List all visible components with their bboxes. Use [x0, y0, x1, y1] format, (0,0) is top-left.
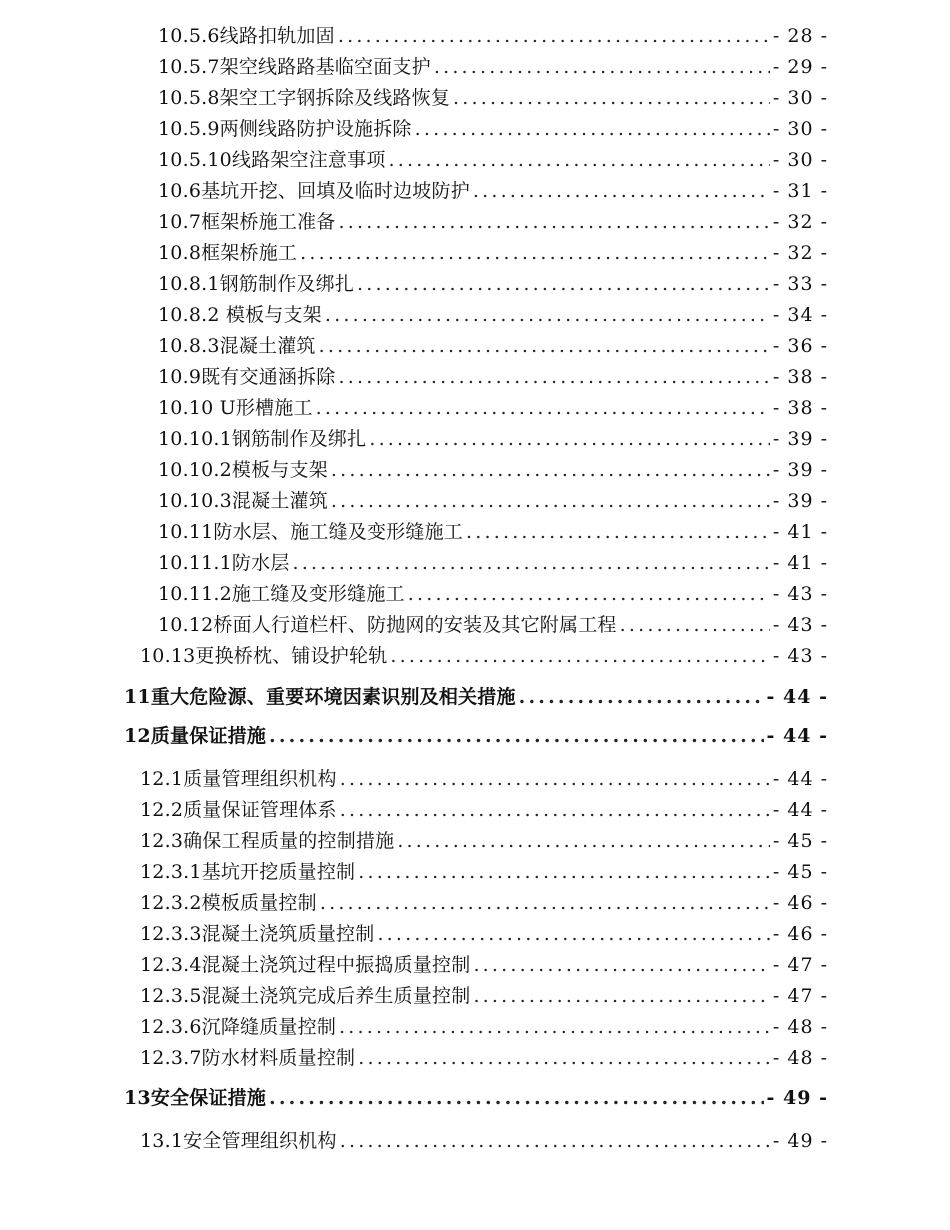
- toc-dot-leader: [369, 425, 770, 453]
- toc-dot-leader: [358, 1044, 770, 1072]
- toc-entry-title: 10.5.10线路架空注意事项: [158, 149, 386, 171]
- toc-entry[interactable]: [158, 301, 828, 329]
- toc-entry-title: 10.13更换桥枕、铺设护轮轨: [140, 645, 388, 667]
- toc-entry[interactable]: [158, 208, 828, 236]
- toc-entry-page: - 39 -: [772, 459, 828, 481]
- toc-dot-leader: [358, 858, 770, 886]
- toc-entry[interactable]: [158, 53, 828, 81]
- toc-entry-title: 10.11.1防水层: [158, 552, 290, 574]
- toc-entry-page: - 45 -: [772, 861, 828, 883]
- toc-entry-page: - 30 -: [772, 118, 828, 140]
- toc-entry[interactable]: [158, 84, 828, 112]
- toc-entry[interactable]: [140, 982, 828, 1010]
- toc-entry-title: 12.3.3混凝土浇筑质量控制: [140, 923, 375, 945]
- toc-dot-leader: [377, 920, 769, 948]
- toc-entry-title: 10.10.2模板与支架: [158, 459, 328, 481]
- toc-dot-leader: [473, 982, 769, 1010]
- toc-dot-leader: [339, 1013, 770, 1041]
- toc-entry-page: - 33 -: [772, 273, 828, 295]
- toc-entry-page: - 28 -: [772, 25, 828, 47]
- toc-entry-title: 10.11防水层、施工缝及变形缝施工: [158, 521, 463, 543]
- toc-entry-title: 12.3.2模板质量控制: [140, 892, 317, 914]
- toc-dot-leader: [466, 518, 770, 546]
- toc-entry[interactable]: [158, 177, 828, 205]
- toc-entry-page: - 30 -: [772, 87, 828, 109]
- toc-entry[interactable]: [158, 146, 828, 174]
- toc-dot-leader: [340, 796, 770, 824]
- toc-dot-leader: [340, 1127, 770, 1155]
- toc-entry[interactable]: [140, 858, 828, 886]
- toc-entry-title: 12.2质量保证管理体系: [140, 799, 337, 821]
- toc-entry[interactable]: [158, 518, 828, 546]
- toc-entry[interactable]: [124, 722, 828, 750]
- toc-entry[interactable]: [158, 487, 828, 515]
- toc-dot-leader: [340, 765, 770, 793]
- toc-dot-leader: [331, 456, 770, 484]
- toc-dot-leader: [453, 84, 770, 112]
- toc-dot-leader: [319, 332, 770, 360]
- toc-entry-page: - 44 -: [766, 725, 828, 747]
- toc-entry-page: - 34 -: [772, 304, 828, 326]
- toc-entry-page: - 48 -: [772, 1016, 828, 1038]
- toc-entry-page: - 49 -: [772, 1130, 828, 1152]
- toc-entry-page: - 41 -: [772, 552, 828, 574]
- toc-entry[interactable]: [140, 951, 828, 979]
- toc-entry-title: 11重大危险源、重要环境因素识别及相关措施: [124, 686, 516, 708]
- toc-dot-leader: [408, 580, 770, 608]
- toc-entry-page: - 39 -: [772, 490, 828, 512]
- toc-entry-page: - 31 -: [772, 180, 828, 202]
- toc-entry-title: 10.5.6线路扣轨加固: [158, 25, 335, 47]
- toc-dot-leader: [331, 487, 770, 515]
- toc-dot-leader: [300, 239, 770, 267]
- toc-entry-page: - 46 -: [772, 923, 828, 945]
- toc-entry[interactable]: [124, 683, 828, 711]
- toc-entry[interactable]: [140, 796, 828, 824]
- toc-entry-page: - 45 -: [772, 830, 828, 852]
- toc-entry[interactable]: [140, 889, 828, 917]
- toc-entry[interactable]: [124, 1084, 828, 1112]
- toc-entry-title: 12.3.7防水材料质量控制: [140, 1047, 356, 1069]
- toc-entry-title: 10.5.8架空工字钢拆除及线路恢复: [158, 87, 451, 109]
- toc-entry-title: 12.1质量管理组织机构: [140, 768, 337, 790]
- toc-entry-page: - 47 -: [772, 985, 828, 1007]
- toc-entry-page: - 32 -: [772, 211, 828, 233]
- toc-dot-leader: [316, 394, 770, 422]
- toc-entry-page: - 36 -: [772, 335, 828, 357]
- toc-entry[interactable]: [158, 425, 828, 453]
- toc-entry-page: - 41 -: [772, 521, 828, 543]
- toc-entry[interactable]: [140, 765, 828, 793]
- toc-dot-leader: [357, 270, 770, 298]
- toc-entry-page: - 43 -: [772, 614, 828, 636]
- toc-entry-title: 10.8框架桥施工: [158, 242, 298, 264]
- toc-entry[interactable]: [158, 611, 828, 639]
- toc-entry[interactable]: [140, 1127, 828, 1155]
- toc-dot-leader: [293, 549, 770, 577]
- toc-entry-title: 10.8.3混凝土灌筑: [158, 335, 316, 357]
- toc-entry-title: 12.3.5混凝土浇筑完成后养生质量控制: [140, 985, 471, 1007]
- toc-entry-page: - 32 -: [772, 242, 828, 264]
- toc-dot-leader: [325, 301, 770, 329]
- toc-entry-title: 10.8.2 模板与支架: [158, 304, 322, 326]
- toc-entry[interactable]: [158, 363, 828, 391]
- toc-entry-page: - 30 -: [772, 149, 828, 171]
- toc-entry[interactable]: [158, 22, 828, 50]
- toc-entry-title: 10.8.1钢筋制作及绑扎: [158, 273, 355, 295]
- toc-entry[interactable]: [140, 920, 828, 948]
- toc-entry-title: 10.10 U形槽施工: [158, 397, 313, 419]
- toc-entry[interactable]: [140, 827, 828, 855]
- toc-entry-page: - 38 -: [772, 397, 828, 419]
- toc-entry[interactable]: [158, 580, 828, 608]
- toc-entry-page: - 43 -: [772, 645, 828, 667]
- toc-entry-page: - 44 -: [772, 799, 828, 821]
- toc-entry-page: - 47 -: [772, 954, 828, 976]
- toc-entry-title: 10.5.9两侧线路防护设施拆除: [158, 118, 412, 140]
- toc-entry-title: 13安全保证措施: [124, 1087, 267, 1109]
- toc-dot-leader: [397, 827, 770, 855]
- toc-entry-page: - 43 -: [772, 583, 828, 605]
- toc-entry-page: - 38 -: [772, 366, 828, 388]
- toc-dot-leader: [320, 889, 770, 917]
- toc-entry[interactable]: [158, 115, 828, 143]
- toc-entry[interactable]: [158, 394, 828, 422]
- toc-entry[interactable]: [158, 270, 828, 298]
- toc-entry[interactable]: [158, 456, 828, 484]
- toc-entry-title: 10.5.7架空线路路基临空面支护: [158, 56, 431, 78]
- toc-entry-title: 10.7框架桥施工准备: [158, 211, 336, 233]
- toc-dot-leader: [473, 177, 770, 205]
- toc-dot-leader: [339, 363, 770, 391]
- toc-entry-page: - 39 -: [772, 428, 828, 450]
- toc-dot-leader: [269, 1084, 764, 1112]
- toc-entry-title: 12.3.1基坑开挖质量控制: [140, 861, 356, 883]
- toc-entry-title: 10.12桥面人行道栏杆、防抛网的安装及其它附属工程: [158, 614, 617, 636]
- toc-entry-title: 10.6基坑开挖、回填及临时边坡防护: [158, 180, 470, 202]
- toc-dot-leader: [620, 611, 770, 639]
- toc-dot-leader: [473, 951, 769, 979]
- toc-dot-leader: [338, 22, 770, 50]
- toc-dot-leader: [269, 722, 764, 750]
- toc-entry-title: 12.3确保工程质量的控制措施: [140, 830, 395, 852]
- toc-entry-page: - 48 -: [772, 1047, 828, 1069]
- toc-dot-leader: [415, 115, 770, 143]
- toc-dot-leader: [434, 53, 770, 81]
- toc-entry-page: - 29 -: [772, 56, 828, 78]
- toc-entry-title: 10.10.3混凝土灌筑: [158, 490, 328, 512]
- toc-entry[interactable]: [140, 1013, 828, 1041]
- toc-entry[interactable]: [158, 549, 828, 577]
- toc-entry-title: 10.10.1钢筋制作及绑扎: [158, 428, 367, 450]
- toc-entry-title: 10.9既有交通涵拆除: [158, 366, 336, 388]
- toc-entry[interactable]: [158, 239, 828, 267]
- toc-dot-leader: [390, 642, 769, 670]
- toc-entry[interactable]: [140, 1044, 828, 1072]
- toc-dot-leader: [389, 146, 770, 174]
- toc-dot-leader: [519, 683, 764, 711]
- toc-entry-title: 12质量保证措施: [124, 725, 267, 747]
- toc-entry-title: 12.3.6沉降缝质量控制: [140, 1016, 337, 1038]
- toc-entry[interactable]: [158, 332, 828, 360]
- toc-entry-title: 12.3.4混凝土浇筑过程中振捣质量控制: [140, 954, 471, 976]
- toc-entry-title: 13.1安全管理组织机构: [140, 1130, 337, 1152]
- toc-entry-title: 10.11.2施工缝及变形缝施工: [158, 583, 405, 605]
- toc-dot-leader: [339, 208, 770, 236]
- toc-entry[interactable]: [140, 642, 828, 670]
- toc-entry-page: - 49 -: [766, 1087, 828, 1109]
- toc-entry-page: - 44 -: [766, 686, 828, 708]
- toc-entry-page: - 46 -: [772, 892, 828, 914]
- toc-entry-page: - 44 -: [772, 768, 828, 790]
